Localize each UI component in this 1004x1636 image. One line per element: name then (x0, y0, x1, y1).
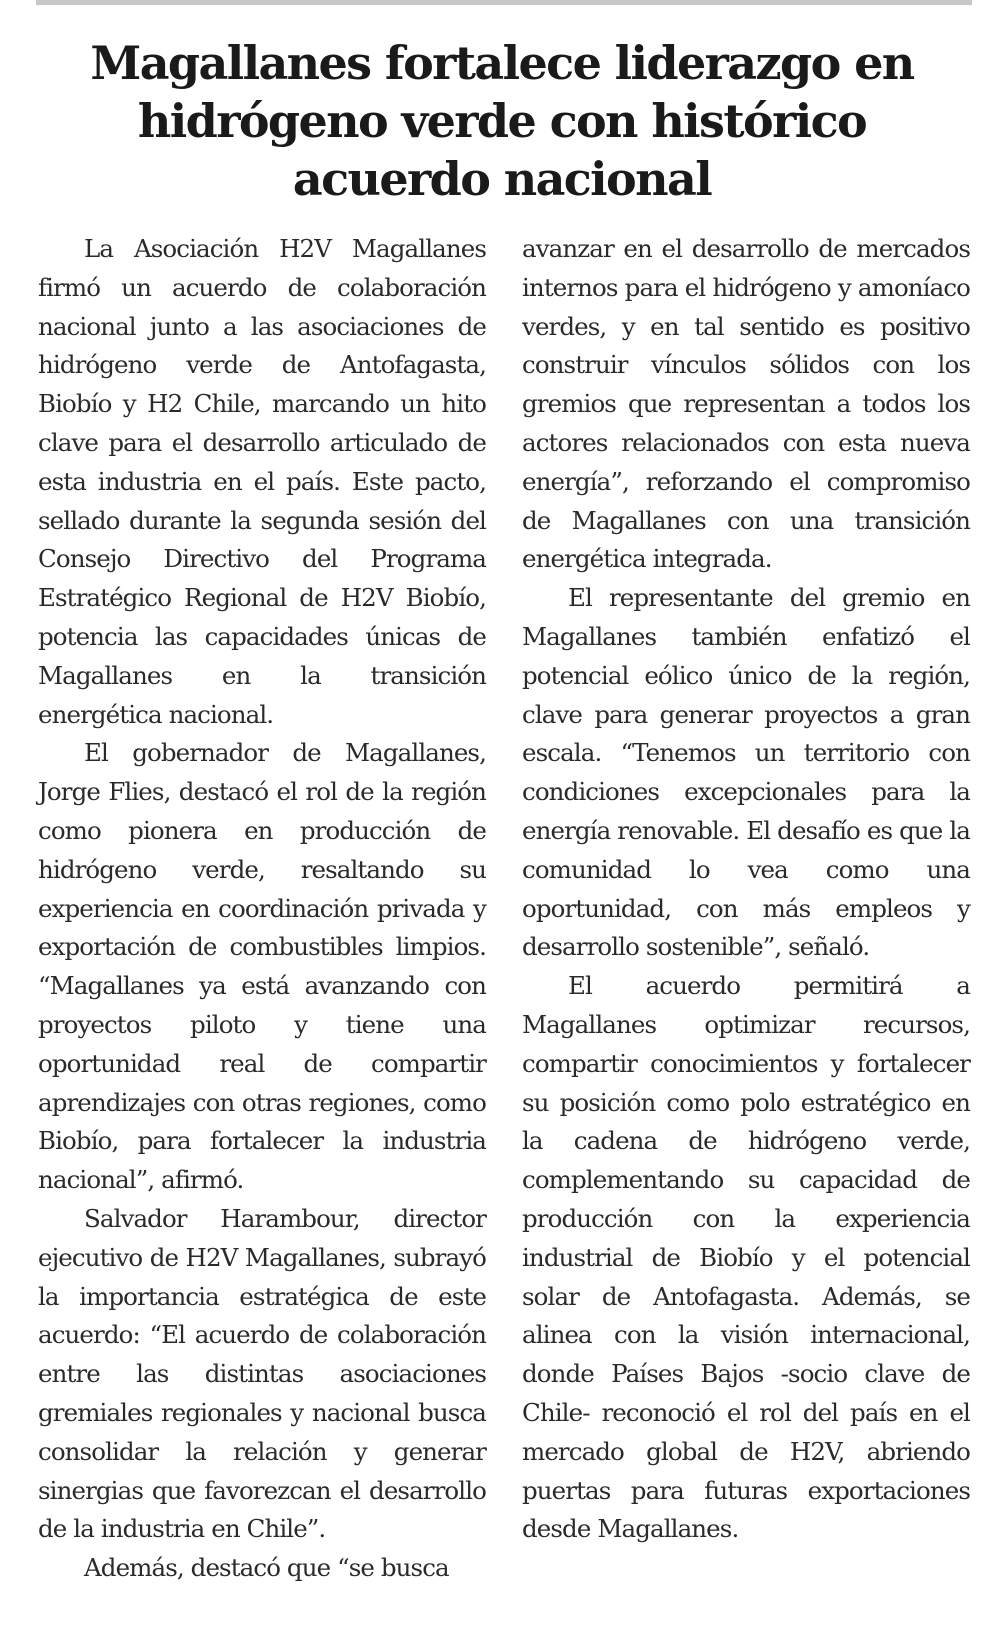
article-paragraph: El representante del gremio en Magallanes también enfatizó el potencial eólico único de la región, clave para generar proyectos a gran escala. “Tenemos un territorio con condiciones excepcionales para la energía renovable. El desafío es que la comunidad lo vea como una oportunidad, con más empleos y desarrollo sostenible”, señaló. (522, 583, 970, 962)
article-paragraph-continued: avanzar en el desarrollo de mercados internos para el hidrógeno y amoníaco verdes, y en tal sentido es positivo construir vínculos sólidos con los gremios que representan a todos los actores relacionados con esta nueva energía”, reforzando el compromiso de Magallanes con una transición energética integrada. (522, 234, 970, 574)
article-paragraph: Salvador Harambour, director ejecutivo de H2V Magallanes, subrayó la importancia estratégica de este acuerdo: “El acuerdo de colaboración entre las distintas asociaciones gremiales regionales y nacional busca consolidar la relación y generar sinergias que favorezcan el desarrollo de la industria en Chile”. (38, 1203, 486, 1544)
top-divider (36, 0, 972, 5)
article-column-right (522, 230, 970, 1549)
article-headline: Magallanes fortalece liderazgo en hidrógeno verde con histórico acuerdo nacional (90, 36, 914, 206)
article-paragraph: Además, destacó que “se busca (84, 1553, 449, 1583)
article-paragraph: El acuerdo permitirá a Magallanes optimizar recursos, compartir conocimientos y fortalecer su posición como polo estratégico en la cadena de hidrógeno verde, complementando su capacidad de producción con la experiencia industrial de Biobío y el potencial solar de Antofagasta. Además, se alinea con la visión internacional, donde Países Bajos -socio clave de Chile- reconoció el rol del país en el mercado global de H2V, abriendo puertas para futuras exportaciones desde Magallanes. (522, 971, 970, 1544)
article-column-left (38, 230, 486, 1588)
article-paragraph: El gobernador de Magallanes, Jorge Flies, destacó el rol de la región como pionera en producción de hidrógeno verde, resaltando su experiencia en coordinación privada y exportación de combustibles limpios. “Magallanes ya está avanzando con proyectos piloto y tiene una oportunidad real de compartir aprendizajes con otras regiones, como Biobío, para fortalecer la industria nacional”, afirmó. (38, 738, 486, 1195)
article-paragraph: La Asociación H2V Magallanes firmó un acuerdo de colaboración nacional junto a las asociaciones de hidrógeno verde de Antofagasta, Biobío y H2 Chile, marcando un hito clave para el desarrollo articulado de esta industria en el país. Este pacto, sellado durante la segunda sesión del Consejo Directivo del Programa Estratégico Regional de H2V Biobío, potencia las capacidades únicas de Magallanes en la transición energética nacional. (38, 234, 486, 729)
